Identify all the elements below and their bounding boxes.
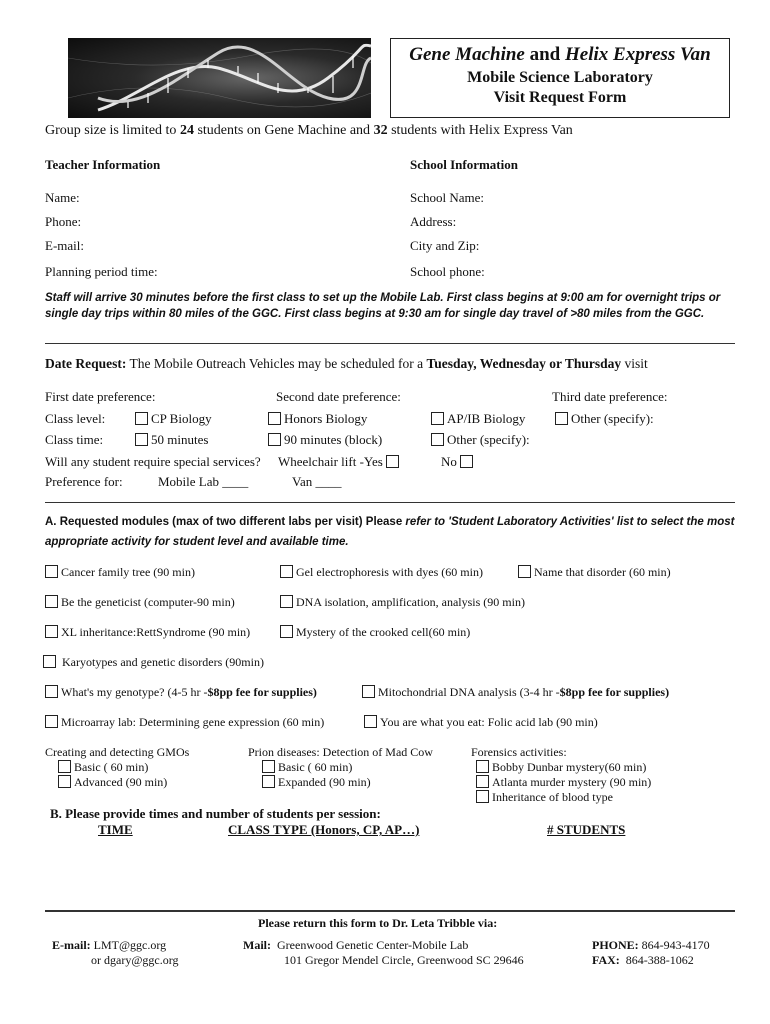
school-phone-field[interactable]: School phone: bbox=[410, 264, 485, 279]
prion-basic[interactable]: Basic ( 60 min) bbox=[262, 760, 352, 775]
checkbox[interactable] bbox=[518, 565, 531, 578]
prion-heading: Prion diseases: Detection of Mad Cow bbox=[248, 745, 433, 759]
class-time-other[interactable]: Other (specify): bbox=[431, 432, 530, 448]
teacher-info-heading: Teacher Information bbox=[45, 157, 161, 172]
checkbox[interactable] bbox=[45, 715, 58, 728]
checkbox[interactable] bbox=[135, 433, 148, 446]
footer-email-2: or dgary@ggc.org bbox=[91, 953, 179, 967]
module-folic-acid[interactable]: You are what you eat: Folic acid lab (90 min) bbox=[364, 715, 598, 730]
wheelchair-no[interactable]: No bbox=[441, 454, 476, 470]
col-time-header: TIME bbox=[98, 822, 133, 837]
module-cancer-family-tree[interactable]: Cancer family tree (90 min) bbox=[45, 565, 195, 580]
checkbox[interactable] bbox=[362, 685, 375, 698]
class-time-label: Class time: bbox=[45, 432, 104, 447]
divider-2 bbox=[45, 502, 735, 503]
footer-phone: PHONE: 864-943-4170 bbox=[592, 938, 710, 952]
form-title: Gene Machine and Helix Express Van bbox=[409, 44, 711, 65]
preference-label: Preference for: bbox=[45, 474, 123, 489]
checkbox[interactable] bbox=[45, 625, 58, 638]
class-time-90[interactable]: 90 minutes (block) bbox=[268, 432, 382, 448]
third-date-field[interactable]: Third date preference: bbox=[552, 389, 668, 404]
form-subtitle-1: Mobile Science Laboratory bbox=[467, 69, 653, 86]
footer-mail-address: 101 Gregor Mendel Circle, Greenwood SC 29646 bbox=[284, 953, 524, 967]
checkbox[interactable] bbox=[280, 625, 293, 638]
preference-van[interactable]: Van ____ bbox=[292, 474, 342, 489]
footer-fax: FAX: 864-388-1062 bbox=[592, 953, 694, 967]
forensics-atlanta[interactable]: Atlanta murder mystery (90 min) bbox=[476, 775, 651, 790]
gmo-advanced[interactable]: Advanced (90 min) bbox=[58, 775, 167, 790]
footer-mail: Mail: Greenwood Genetic Center-Mobile Lab bbox=[243, 938, 469, 952]
module-microarray[interactable]: Microarray lab: Determining gene expression (60 min) bbox=[45, 715, 324, 730]
checkbox[interactable] bbox=[555, 412, 568, 425]
checkbox[interactable] bbox=[45, 685, 58, 698]
group-size-note: Group size is limited to 24 students on Gene Machine and 32 students with Helix Express Van bbox=[45, 123, 573, 138]
module-mitochondrial-dna[interactable]: Mitochondrial DNA analysis (3-4 hr -$8pp fee for supplies) bbox=[362, 685, 669, 700]
checkbox[interactable] bbox=[262, 775, 275, 788]
section-b-heading: B. Please provide times and number of students per session: bbox=[50, 806, 381, 821]
checkbox[interactable] bbox=[45, 565, 58, 578]
wheelchair-yes[interactable]: Wheelchair lift -Yes bbox=[278, 454, 402, 470]
forensics-bobby-dunbar[interactable]: Bobby Dunbar mystery(60 min) bbox=[476, 760, 646, 775]
school-address-field[interactable]: Address: bbox=[410, 214, 457, 229]
module-whats-my-genotype[interactable]: What's my genotype? (4-5 hr -$8pp fee for supplies) bbox=[45, 685, 317, 700]
class-level-label: Class level: bbox=[45, 411, 106, 426]
checkbox[interactable] bbox=[280, 565, 293, 578]
footer-email: E-mail: LMT@ggc.org bbox=[52, 938, 167, 952]
planning-period-field[interactable]: Planning period time: bbox=[45, 264, 158, 279]
checkbox[interactable] bbox=[43, 655, 56, 668]
col-students-header: # STUDENTS bbox=[547, 822, 626, 837]
school-city-field[interactable]: City and Zip: bbox=[410, 238, 480, 253]
teacher-phone-field[interactable]: Phone: bbox=[45, 214, 82, 229]
class-level-cp[interactable]: CP Biology bbox=[135, 411, 212, 427]
date-request-line: Date Request: The Mobile Outreach Vehicles may be scheduled for a Tuesday, Wednesday or Thursday visit bbox=[45, 356, 648, 371]
title-box bbox=[390, 38, 730, 118]
form-subtitle-2: Visit Request Form bbox=[493, 89, 627, 106]
checkbox[interactable] bbox=[58, 760, 71, 773]
module-xl-inheritance[interactable]: XL inheritance:RettSyndrome (90 min) bbox=[45, 625, 250, 640]
class-level-ap[interactable]: AP/IB Biology bbox=[431, 411, 525, 427]
teacher-name-field[interactable]: Name: bbox=[45, 190, 80, 205]
special-services-question: Will any student require special services? bbox=[45, 454, 261, 469]
staff-arrival-note: Staff will arrive 30 minutes before the first class to set up the Mobile Lab. First class begins at 9:00 am for overnight trips or single day trips within 80 miles of the GGC. First class begins at 9:30 am for single day travel of >80 miles from the GGC. bbox=[45, 292, 721, 320]
prion-expanded[interactable]: Expanded (90 min) bbox=[262, 775, 371, 790]
checkbox[interactable] bbox=[268, 433, 281, 446]
teacher-email-field[interactable]: E-mail: bbox=[45, 238, 84, 253]
preference-mobile-lab[interactable]: Mobile Lab ____ bbox=[158, 474, 249, 489]
checkbox[interactable] bbox=[135, 412, 148, 425]
checkbox[interactable] bbox=[386, 455, 399, 468]
module-karyotypes[interactable]: Karyotypes and genetic disorders (90min) bbox=[43, 655, 264, 670]
checkbox[interactable] bbox=[476, 790, 489, 803]
checkbox[interactable] bbox=[262, 760, 275, 773]
checkbox[interactable] bbox=[431, 412, 444, 425]
checkbox[interactable] bbox=[431, 433, 444, 446]
checkbox[interactable] bbox=[364, 715, 377, 728]
gmo-heading: Creating and detecting GMOs bbox=[45, 745, 190, 759]
footer-divider bbox=[45, 910, 735, 912]
checkbox[interactable] bbox=[460, 455, 473, 468]
module-gel-electrophoresis[interactable]: Gel electrophoresis with dyes (60 min) bbox=[280, 565, 483, 580]
first-date-field[interactable]: First date preference: bbox=[45, 389, 156, 404]
dna-helix-icon bbox=[68, 38, 371, 118]
checkbox[interactable] bbox=[476, 760, 489, 773]
module-be-the-geneticist[interactable]: Be the geneticist (computer-90 min) bbox=[45, 595, 235, 610]
class-time-50[interactable]: 50 minutes bbox=[135, 432, 208, 448]
checkbox[interactable] bbox=[280, 595, 293, 608]
col-class-type-header: CLASS TYPE (Honors, CP, AP…) bbox=[228, 822, 420, 837]
divider-1 bbox=[45, 343, 735, 344]
module-dna-isolation[interactable]: DNA isolation, amplification, analysis (90 min) bbox=[280, 595, 525, 610]
section-a-heading: A. Requested modules (max of two different labs per visit) Please refer to 'Student Laboratory Activities' list to select the most appropriate activity for student level and available time. bbox=[45, 516, 735, 548]
checkbox[interactable] bbox=[58, 775, 71, 788]
checkbox[interactable] bbox=[268, 412, 281, 425]
school-info-heading: School Information bbox=[410, 157, 518, 172]
school-name-field[interactable]: School Name: bbox=[410, 190, 485, 205]
checkbox[interactable] bbox=[45, 595, 58, 608]
module-crooked-cell[interactable]: Mystery of the crooked cell(60 min) bbox=[280, 625, 470, 640]
dna-banner-image bbox=[68, 38, 371, 118]
gmo-basic[interactable]: Basic ( 60 min) bbox=[58, 760, 148, 775]
forensics-blood-type[interactable]: Inheritance of blood type bbox=[476, 790, 613, 805]
return-instructions: Please return this form to Dr. Leta Tribble via: bbox=[258, 916, 498, 930]
checkbox[interactable] bbox=[476, 775, 489, 788]
forensics-heading: Forensics activities: bbox=[471, 745, 567, 759]
class-level-honors[interactable]: Honors Biology bbox=[268, 411, 367, 427]
class-level-other[interactable]: Other (specify): bbox=[555, 411, 654, 427]
module-name-that-disorder[interactable]: Name that disorder (60 min) bbox=[518, 565, 671, 580]
second-date-field[interactable]: Second date preference: bbox=[276, 389, 401, 404]
